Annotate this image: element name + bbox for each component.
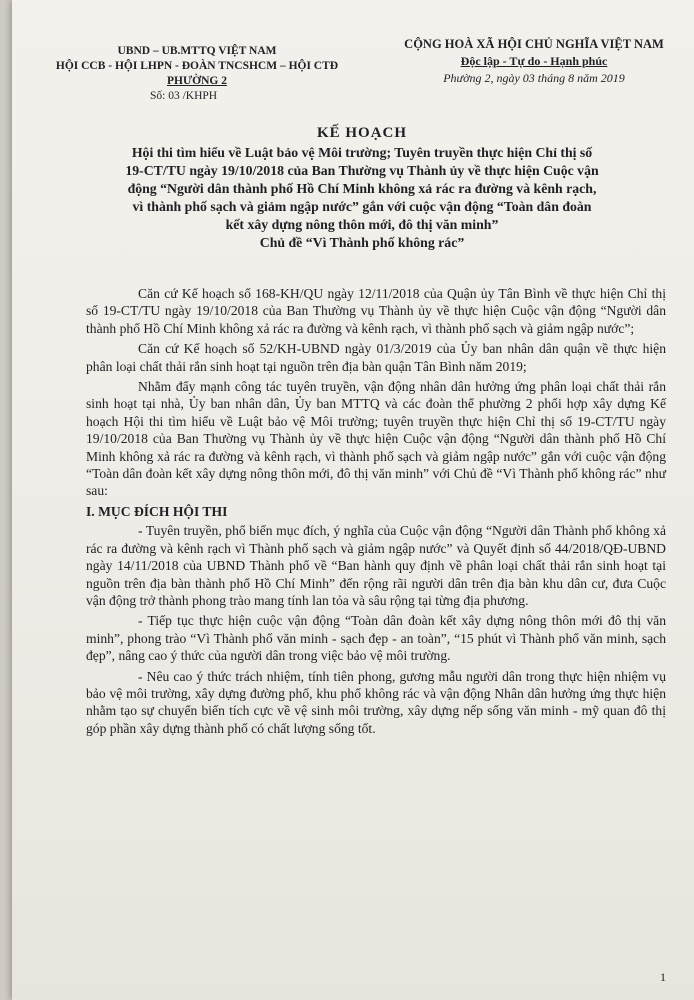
agency-line-2: HỘI CCB - HỘI LHPN - ĐOÀN TNCSHCM – HỘI CTĐ [55,60,339,72]
title-theme: Chủ đề “Vì Thành phố không rác” [259,235,465,250]
title-line-5: kết xây dựng nông thôn mới, đô thị văn minh” [225,217,499,232]
paragraph-purpose-intro: Nhằm đẩy mạnh công tác tuyên truyền, vận động nhân dân hưởng ứng phân loại chất thải rắn sinh hoạt tại nhà, Ủy ban nhân dân, Ủy ban MTTQ và các đoàn thể phường 2 phối hợp xây dựng Kế hoạch Hội thi tìm hiểu về Luật bảo vệ Môi trường; tuyên truyền thực hiện Chỉ thị số 19-CT/TU ngày 19/10/2018 của Ban Thường vụ Thành ủy về thực hiện Cuộc vận động “Người dân thành phố Hồ Chí Minh không xả rác ra đường và kênh rạch, vì thành phố sạch và giảm ngập nước” gắn với cuộc vận động “Toàn dân đoàn kết xây dựng nông thôn mới, đô thị văn minh” với Chủ đề “Vì Thành phố không rác” như sau: [86,379,666,499]
document-date: Phường 2, ngày 03 tháng 8 năm 2019 [443,71,625,85]
title-main: KẾ HOẠCH [316,125,408,141]
paragraph-objective-2: - Tiếp tục thực hiện cuộc vận động “Toàn dân đoàn kết xây dựng nông thôn mới đô thị văn minh”, phong trào “Vì Thành phố văn minh - sạch đẹp - an toàn”, “15 phút vì Thành phố văn minh, sạch đẹp”, nâng cao ý thức của người dân trong việc bảo vệ môi trường. [86,613,666,664]
paragraph-objective-1: - Tuyên truyền, phổ biến mục đích, ý nghĩa của Cuộc vận động “Người dân Thành phố không xả rác ra đường và kênh rạch vì Thành phố sạch và giảm ngập nước” và Quyết định số 44/2018/QĐ-UBND ngày 14/11/2018 của UBND Thành phố về “Ban hành quy định về phân loại chất thải rắn sinh hoạt tại nguồn trên địa bàn thành phố Hồ Chí Minh” đến rộng rãi người dân trên địa bàn khu dân cư, đưa Cuộc vận động trở thành phong trào mang tính lan tỏa và sâu rộng tại từng địa phương. [86,523,666,608]
issuing-agency-header [52,44,342,104]
national-motto: Độc lập - Tự do - Hạnh phúc [460,54,608,68]
agency-line-1: UBND – UB.MTTQ VIỆT NAM [117,45,277,57]
title-line-3: động “Người dân thành phố Hồ Chí Minh không xả rác ra đường và kênh rạch, [127,181,597,196]
document-page [12,0,694,1000]
title-line-4: vì thành phố sạch và giảm ngập nước” gắn với cuộc vận động “Toàn dân đoàn [132,199,592,214]
page-number: 1 [660,970,666,984]
document-title [72,124,652,252]
paragraph-basis-1: Căn cứ Kế hoạch số 168-KH/QU ngày 12/11/2018 của Quận ủy Tân Bình về thực hiện Chỉ thị số 19-CT/TU ngày 19/10/2018 của Ban Thường vụ Thành ủy về thực hiện Cuộc vận động “Người dân thành phố Hồ Chí Minh không xả rác ra đường và kênh rạch, vì thành phố sạch và giảm ngập nước”; [86,286,666,336]
agency-line-3: PHƯỜNG 2 [167,75,227,87]
national-header [384,36,684,87]
title-line-1: Hội thi tìm hiểu về Luật bảo vệ Môi trường; Tuyên truyền thực hiện Chỉ thị số [131,145,593,160]
national-name: CỘNG HOÀ XÃ HỘI CHỦ NGHĨA VIỆT NAM [404,37,664,51]
document-body [86,285,666,740]
document-number: Số: 03 /KHPH [150,90,218,102]
paragraph-basis-2: Căn cứ Kế hoạch số 52/KH-UBND ngày 01/3/2019 của Ủy ban nhân dân quận về thực hiện phân loại chất thải rắn sinh hoạt tại nguồn trên địa bàn quận Tân Bình năm 2019; [86,341,666,374]
paragraph-objective-3: - Nêu cao ý thức trách nhiệm, tính tiên phong, gương mẫu người dân trong thực hiện nhiệm vụ bảo vệ môi trường, xây dựng đường phố, khu phố không rác và vận động Nhân dân hưởng ứng thực hiện nhằm tạo sự chuyển biến tích cực về vệ sinh môi trường, xây dựng nếp sống văn minh - mỹ quan đô thị góp phần xây dựng thành phố có chất lượng sống tốt. [86,668,666,736]
title-line-2: 19-CT/TU ngày 19/10/2018 của Ban Thường vụ Thành ủy về thực hiện Cuộc vận [125,163,599,178]
section-heading-1: I. MỤC ĐÍCH HỘI THI [86,503,228,519]
